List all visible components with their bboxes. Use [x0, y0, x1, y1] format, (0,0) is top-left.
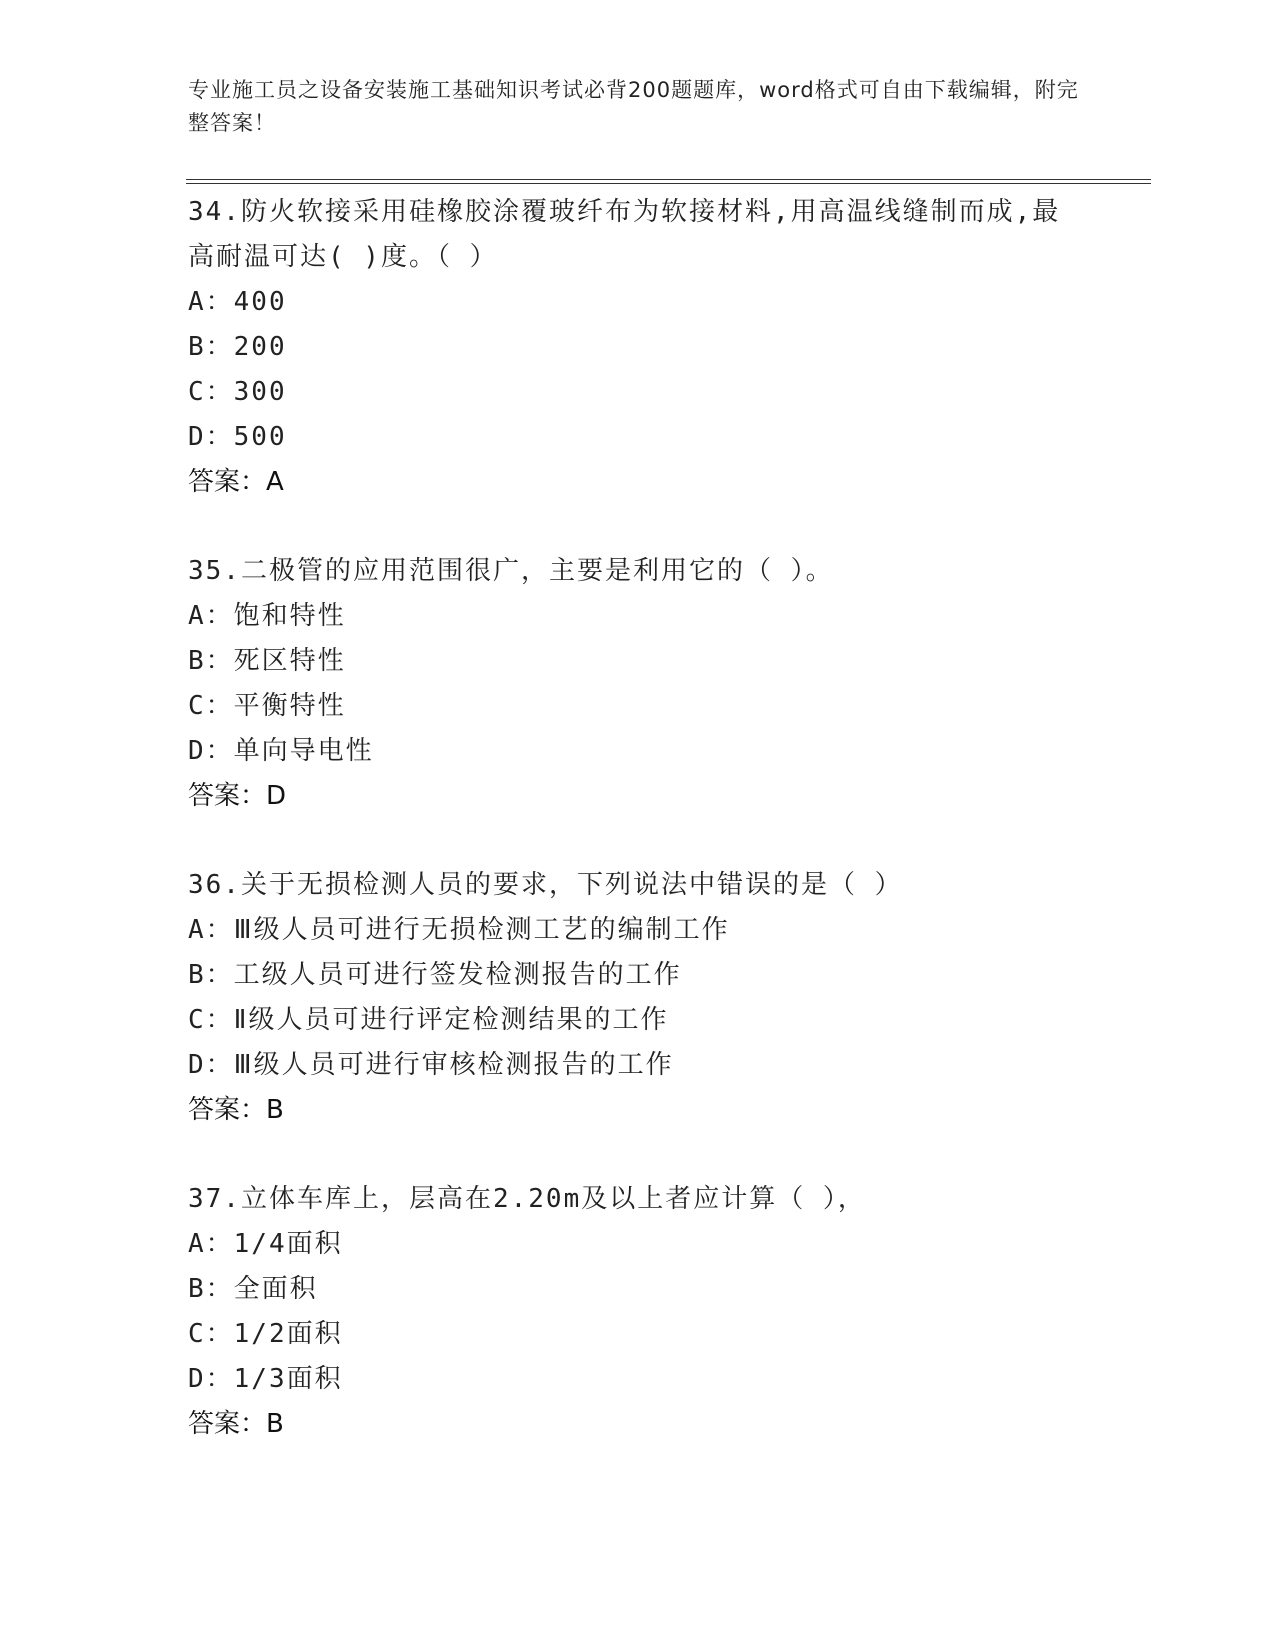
- option-list: [188, 1222, 1088, 1402]
- option-b: B：死区特性: [188, 646, 346, 676]
- option-list: [188, 594, 1088, 774]
- option-a: A：400: [188, 287, 287, 317]
- question-34: [188, 190, 1088, 505]
- option-d: D：单向导电性: [188, 736, 374, 766]
- document-header: 专业施工员之设备安装施工基础知识考试必背200题题库，word格式可自由下载编辑，附完整答案！: [188, 78, 1079, 135]
- option-c: C：平衡特性: [188, 691, 346, 721]
- option-b: B：200: [188, 332, 287, 362]
- question-37: [188, 1177, 1088, 1447]
- answer-line: 答案：A: [188, 467, 284, 497]
- option-list: [188, 280, 1088, 460]
- option-b: B：工级人员可进行签发检测报告的工作: [188, 960, 682, 990]
- option-a: A：1/4面积: [188, 1229, 343, 1259]
- header-rule-bottom: [186, 183, 1151, 184]
- option-b: B：全面积: [188, 1274, 318, 1304]
- question-list: [188, 190, 1088, 1447]
- answer-line: 答案：D: [188, 781, 287, 811]
- question-stem: 35.二极管的应用范围很广，主要是利用它的（ ）。: [188, 556, 834, 586]
- option-c: C：Ⅱ级人员可进行评定检测结果的工作: [188, 1005, 669, 1035]
- option-c: C：1/2面积: [188, 1319, 343, 1349]
- answer-line: 答案：B: [188, 1409, 284, 1439]
- question-36: [188, 863, 1088, 1133]
- option-a: A：饱和特性: [188, 601, 346, 631]
- option-d: D：500: [188, 422, 287, 452]
- option-c: C：300: [188, 377, 287, 407]
- header-rule-top: [186, 179, 1151, 180]
- question-stem: 34.防火软接采用硅橡胶涂覆玻纤布为软接材料,用高温线缝制而成,最高耐温可达( )度。（ ）: [188, 197, 1061, 272]
- question-stem: 36.关于无损检测人员的要求，下列说法中错误的是（ ）: [188, 870, 903, 900]
- question-35: [188, 549, 1088, 819]
- option-d: D：1/3面积: [188, 1364, 343, 1394]
- option-list: [188, 908, 1088, 1088]
- option-d: D：Ⅲ级人员可进行审核检测报告的工作: [188, 1050, 674, 1080]
- question-stem: 37.立体车库上，层高在2.20m及以上者应计算（ ），: [188, 1184, 866, 1214]
- answer-line: 答案：B: [188, 1095, 284, 1125]
- option-a: A：Ⅲ级人员可进行无损检测工艺的编制工作: [188, 915, 730, 945]
